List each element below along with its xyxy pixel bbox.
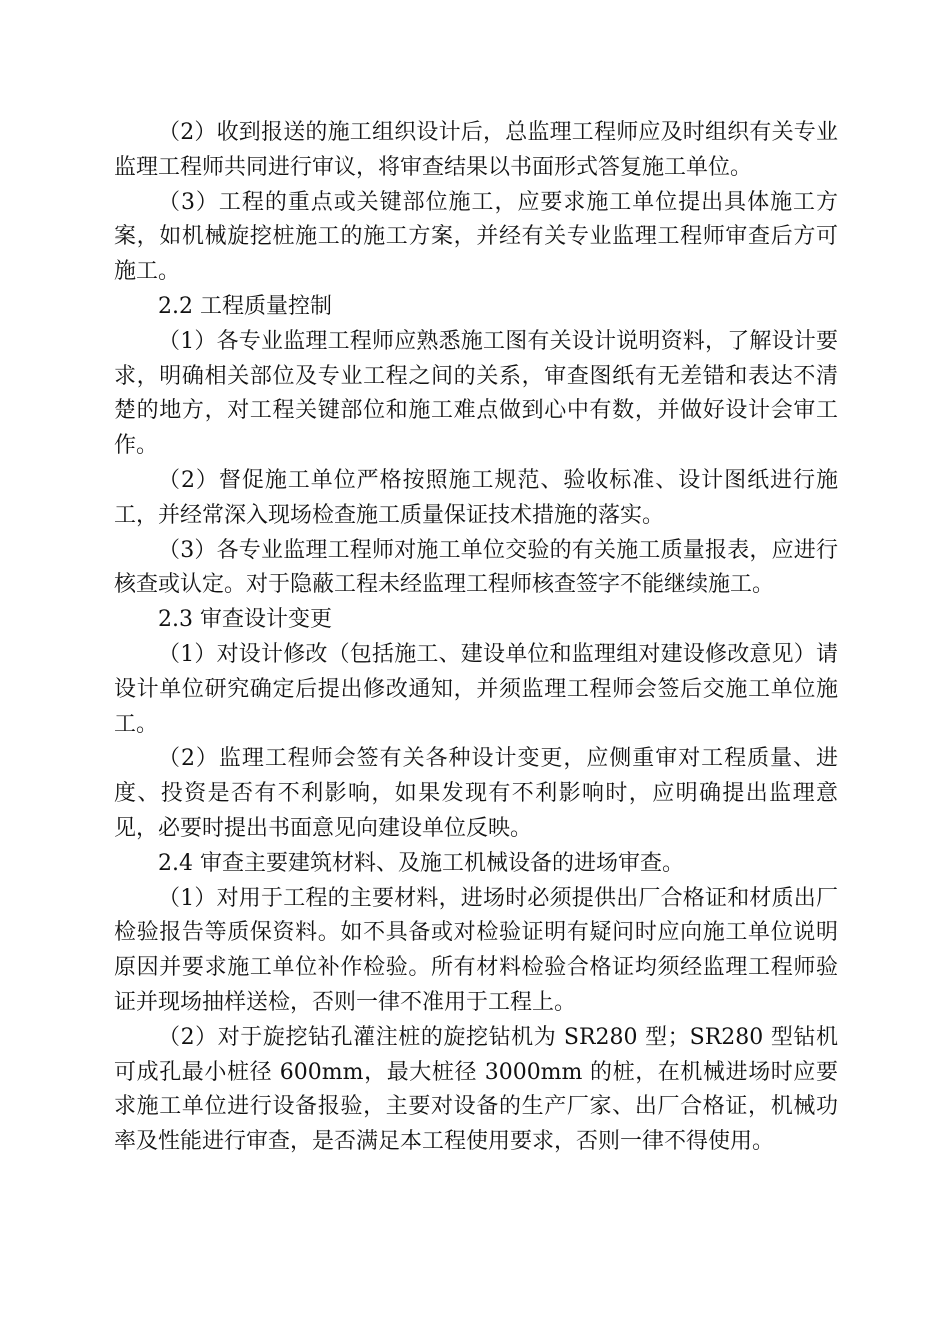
section-heading: 2.3 审查设计变更 bbox=[158, 607, 332, 633]
paragraph: （1）对用于工程的主要材料，进场时必须提供出厂合格证和材质出厂检验报告等质保资料。如不具备或对检验证明有疑问时应向施工单位说明原因并要求施工单位补作检验。所有材料检验合格证均须经监理工程师验证并现场抽样送检，否则一律不准用于工程上。 bbox=[114, 885, 838, 1015]
document-body bbox=[114, 116, 838, 1160]
paragraph: （2）对于旋挖钻孔灌注桩的旋挖钻机为 SR280 型；SR280 型钻机可成孔最小桩径 600mm，最大桩径 3000mm 的桩，在机械进场时应要求施工单位进行设备报验，主要对设备的生产厂家、出厂合格证，机械功率及性能进行审查，是否满足本工程使用要求，否则一律不得使用。 bbox=[114, 1024, 838, 1155]
paragraph: （2）督促施工单位严格按照施工规范、验收标准、设计图纸进行施工，并经常深入现场检查施工质量保证技术措施的落实。 bbox=[114, 467, 838, 528]
paragraph: （2）监理工程师会签有关各种设计变更，应侧重审对工程质量、进度、投资是否有不利影响，如果发现有不利影响时，应明确提出监理意见，必要时提出书面意见向建设单位反映。 bbox=[114, 746, 838, 841]
paragraph: （1）对设计修改（包括施工、建设单位和监理组对建设修改意见）请设计单位研究确定后提出修改通知，并须监理工程师会签后交施工单位施工。 bbox=[114, 641, 838, 737]
paragraph: （3）工程的重点或关键部位施工，应要求施工单位提出具体施工方案，如机械旋挖桩施工的施工方案，并经有关专业监理工程师审查后方可施工。 bbox=[114, 189, 838, 285]
paragraph: （1）各专业监理工程师应熟悉施工图有关设计说明资料，了解设计要求，明确相关部位及专业工程之间的关系，审查图纸有无差错和表达不清楚的地方，对工程关键部位和施工难点做到心中有数，并做好设计会审工作。 bbox=[114, 328, 838, 459]
section-heading: 2.4 审查主要建筑材料、及施工机械设备的进场审查。 bbox=[158, 850, 684, 876]
section-heading: 2.2 工程质量控制 bbox=[158, 293, 332, 319]
paragraph: （3）各专业监理工程师对施工单位交验的有关施工质量报表，应进行核查或认定。对于隐蔽工程未经监理工程师核查签字不能继续施工。 bbox=[114, 537, 838, 598]
paragraph: （2）收到报送的施工组织设计后，总监理工程师应及时组织有关专业监理工程师共同进行审议，将审查结果以书面形式答复施工单位。 bbox=[114, 120, 838, 180]
